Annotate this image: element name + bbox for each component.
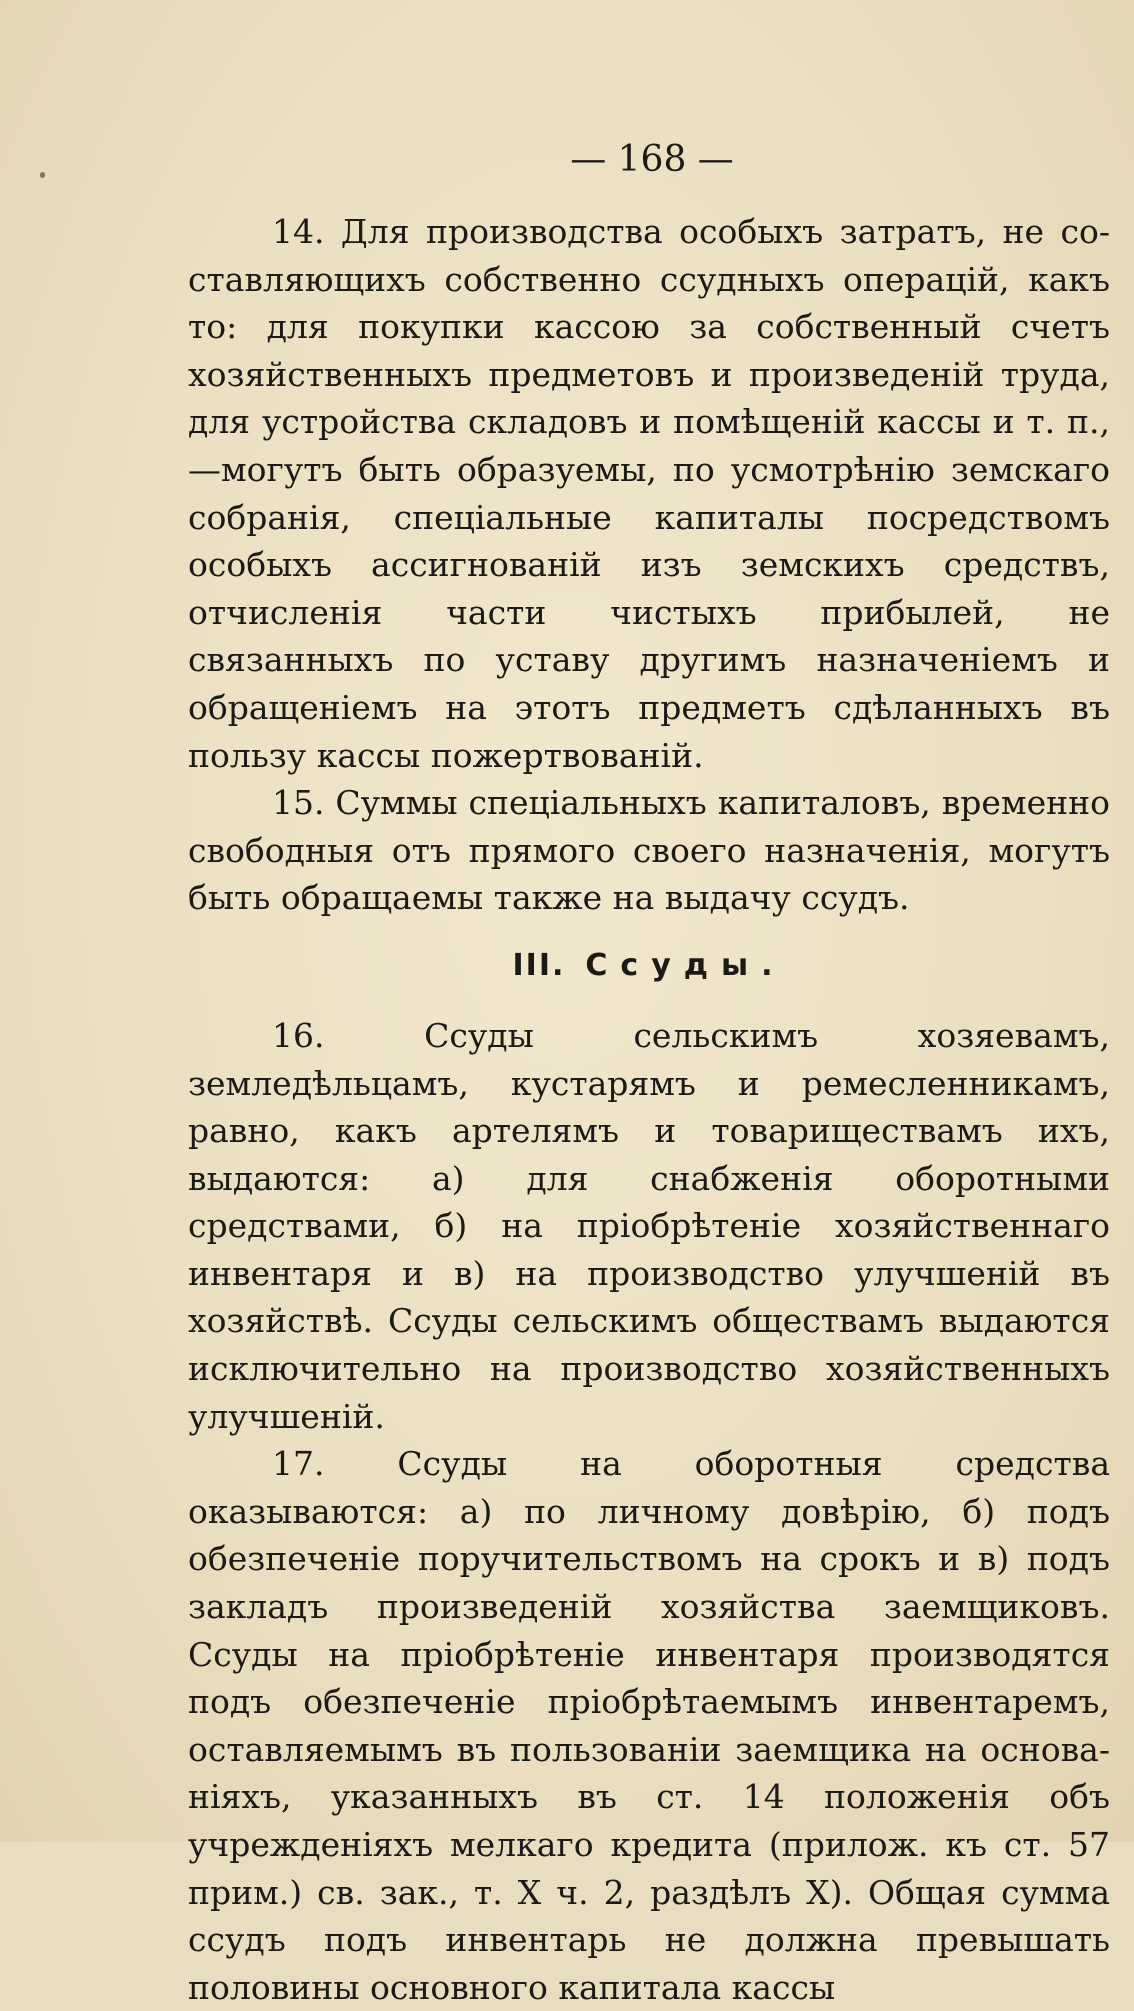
page-number: — 168 — [570,139,734,180]
paragraph-14: 14. Для производства особыхъ затратъ, не составляющихъ собственно ссудныхъ операцій, какъ то: для покупки кассою за собственный счетъ хозяйственныхъ предметовъ и произведеній труда, для устройства складовъ и помѣщеній кассы и т. п.,—могутъ быть образуемы, по усмотрѣнію земскаго собранія, спеціальные капиталы посредствомъ особыхъ ассигнованій изъ земскихъ средствъ, отчисленія части чистыхъ прибылей, не связанныхъ по уставу другимъ назначеніемъ и обращеніемъ на этотъ предметъ сдѣланныхъ въ пользу кассы пожертвованій. [188,212,1110,775]
ink-speck [40,172,45,178]
section-heading [188,942,1110,990]
page-text [188,136,1110,2011]
paragraph-17: 17. Ссуды на оборотныя средства оказываются: а) по личному довѣрію, б) подъ обезпеченіе поручительствомъ на срокъ и в) подъ закладъ произведеній хозяйства заемщиковъ. Ссуды на пріобрѣтеніе инвентаря производятся подъ обезпеченіе пріобрѣтаемымъ инвентаремъ, оставляемымъ въ пользованіи заемщика на основаніяхъ, указанныхъ въ ст. 14 положенія объ учрежденіяхъ мелкаго кредита (прилож. къ ст. 57 прим.) св. зак., т. X ч. 2, раздѣлъ X). Общая сумма ссудъ подъ инвентарь не должна превышать половины основного капитала кассы [188,1444,1110,2007]
section-number: III. [512,947,566,983]
paragraph-15: 15. Суммы спеціальныхъ капиталовъ, временно свободныя отъ прямого своего назначенія, могутъ быть обращаемы также на выдачу ссудъ. [188,783,1110,918]
section-title: Ссуды. [585,947,786,983]
paragraph-16: 16. Ссуды сельскимъ хозяевамъ, земледѣльцамъ, кустарямъ и ремесленникамъ, равно, какъ артелямъ и товариществамъ ихъ, выдаются: а) для снабженія оборотными средствами, б) на пріобрѣтеніе хозяйственнаго инвентаря и в) на производство улучшеній въ хозяйствѣ. Ссуды сельскимъ обществамъ выдаются исключительно на производство хозяйственныхъ улучшеній. [188,1015,1110,1436]
